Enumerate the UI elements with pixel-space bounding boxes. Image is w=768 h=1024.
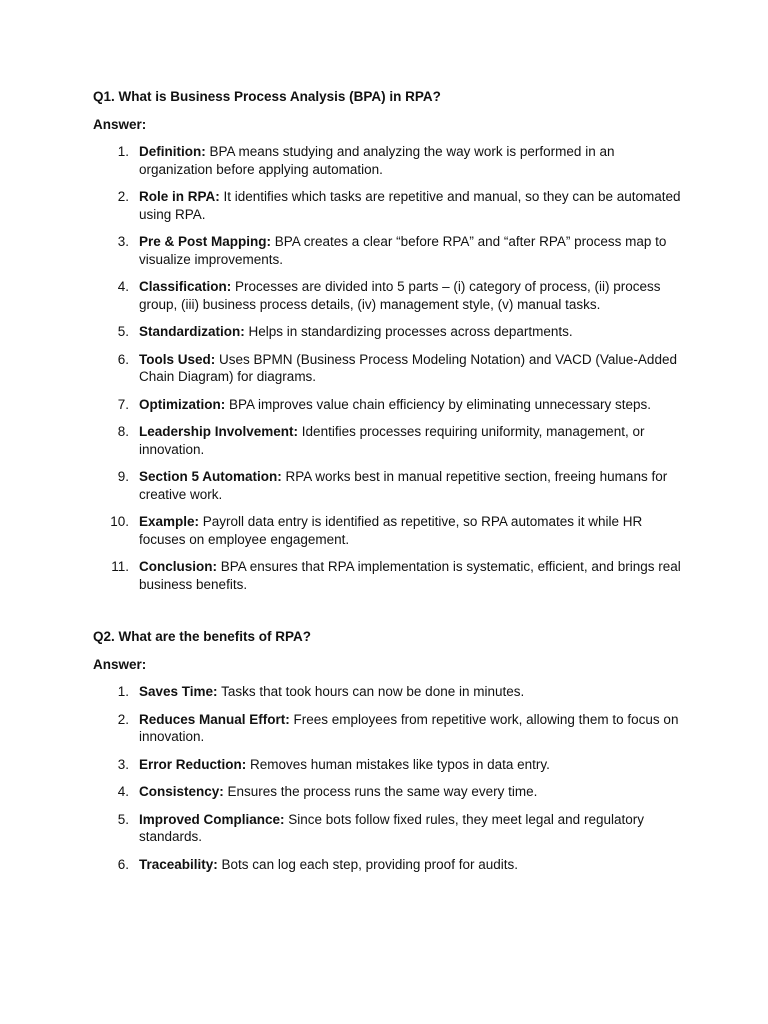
item-number: 2.	[117, 711, 129, 727]
item-text: Payroll data entry is identified as repetitive, so RPA automates it while HR focuses on employee engagement.	[139, 514, 643, 547]
list-item	[93, 233, 683, 268]
item-number: 11.	[111, 559, 129, 574]
item-term: Role in RPA:	[139, 189, 220, 204]
list-item	[93, 811, 683, 846]
list-item	[93, 396, 683, 414]
item-text: BPA creates a clear “before RPA” and “after RPA” process map to visualize improvements.	[139, 234, 667, 267]
list-item	[93, 856, 683, 874]
section-divider-space	[93, 603, 683, 628]
item-number: 3.	[117, 234, 129, 249]
item-term: Pre & Post Mapping:	[139, 234, 272, 249]
item-number: 5.	[117, 324, 129, 339]
list-item	[93, 351, 683, 386]
list-item	[93, 278, 683, 313]
item-text: BPA improves value chain efficiency by eliminating unnecessary steps.	[225, 396, 651, 412]
list-item	[93, 188, 683, 223]
item-text: Uses BPMN (Business Process Modeling Notation) and VACD (Value-Added Chain Diagram) for diagrams.	[139, 351, 677, 384]
item-number: 10.	[110, 514, 129, 529]
item-term: Saves Time:	[139, 684, 218, 699]
item-number: 1.	[117, 684, 129, 699]
item-term: Standardization:	[139, 324, 245, 339]
item-text: Helps in standardizing processes across departments.	[244, 324, 573, 339]
item-text: BPA ensures that RPA implementation is systematic, efficient, and brings real business benefits.	[139, 559, 681, 592]
item-number: 6.	[117, 351, 129, 367]
item-number: 8.	[117, 424, 129, 439]
item-term: Example:	[139, 514, 200, 529]
question-1-section	[93, 88, 683, 593]
item-number: 6.	[117, 856, 129, 872]
item-text: RPA works best in manual repetitive section, freeing humans for creative work.	[139, 469, 668, 502]
item-text: Bots can log each step, providing proof for audits.	[217, 856, 518, 872]
question-2-answer-label: Answer:	[93, 656, 147, 672]
list-item	[93, 683, 683, 701]
item-term: Optimization:	[139, 396, 226, 412]
item-term: Error Reduction:	[139, 756, 247, 772]
item-number: 4.	[117, 784, 129, 799]
question-2-section	[93, 628, 683, 873]
item-text: Identifies processes requiring uniformity, management, or innovation.	[139, 424, 645, 457]
list-item	[93, 558, 683, 593]
item-number: 4.	[117, 279, 129, 294]
item-text: Frees employees from repetitive work, allowing them to focus on innovation.	[139, 711, 679, 744]
item-text: Processes are divided into 5 parts – (i) category of process, (ii) process group, (iii) business process details, (iv) management style, (v) manual tasks.	[139, 279, 661, 312]
question-1-answer-label: Answer:	[93, 116, 147, 132]
item-number: 2.	[117, 189, 129, 204]
item-text: Ensures the process runs the same way every time.	[223, 784, 538, 799]
item-number: 1.	[117, 144, 129, 159]
document-content	[93, 88, 683, 883]
item-term: Leadership Involvement:	[139, 424, 299, 439]
list-item	[93, 513, 683, 548]
question-1-answer-list	[93, 143, 683, 593]
item-text: Since bots follow fixed rules, they meet legal and regulatory standards.	[139, 811, 644, 844]
item-number: 7.	[117, 396, 129, 412]
list-item	[93, 783, 683, 801]
item-term: Reduces Manual Effort:	[139, 711, 290, 727]
item-term: Tools Used:	[139, 351, 216, 367]
item-term: Section 5 Automation:	[139, 469, 282, 484]
item-text: Removes human mistakes like typos in data entry.	[246, 756, 550, 772]
question-2-title: Q2. What are the benefits of RPA?	[93, 629, 312, 644]
item-term: Classification:	[139, 279, 232, 294]
item-term: Conclusion:	[139, 559, 217, 574]
item-number: 9.	[117, 469, 129, 484]
item-term: Traceability:	[139, 856, 218, 872]
item-text: Tasks that took hours can now be done in minutes.	[217, 684, 525, 699]
item-text: BPA means studying and analyzing the way work is performed in an organization before applying automation.	[139, 144, 615, 177]
list-item	[93, 711, 683, 746]
list-item	[93, 756, 683, 774]
list-item	[93, 143, 683, 178]
question-1-title: Q1. What is Business Process Analysis (BPA) in RPA?	[93, 89, 441, 104]
question-2-answer-list	[93, 683, 683, 873]
item-number: 3.	[117, 756, 129, 772]
item-term: Consistency:	[139, 784, 224, 799]
item-number: 5.	[117, 811, 129, 827]
list-item	[93, 468, 683, 503]
item-term: Definition:	[139, 144, 206, 159]
list-item	[93, 423, 683, 458]
item-term: Improved Compliance:	[139, 811, 285, 827]
list-item	[93, 323, 683, 341]
item-text: It identifies which tasks are repetitive and manual, so they can be automated using RPA.	[139, 189, 681, 222]
